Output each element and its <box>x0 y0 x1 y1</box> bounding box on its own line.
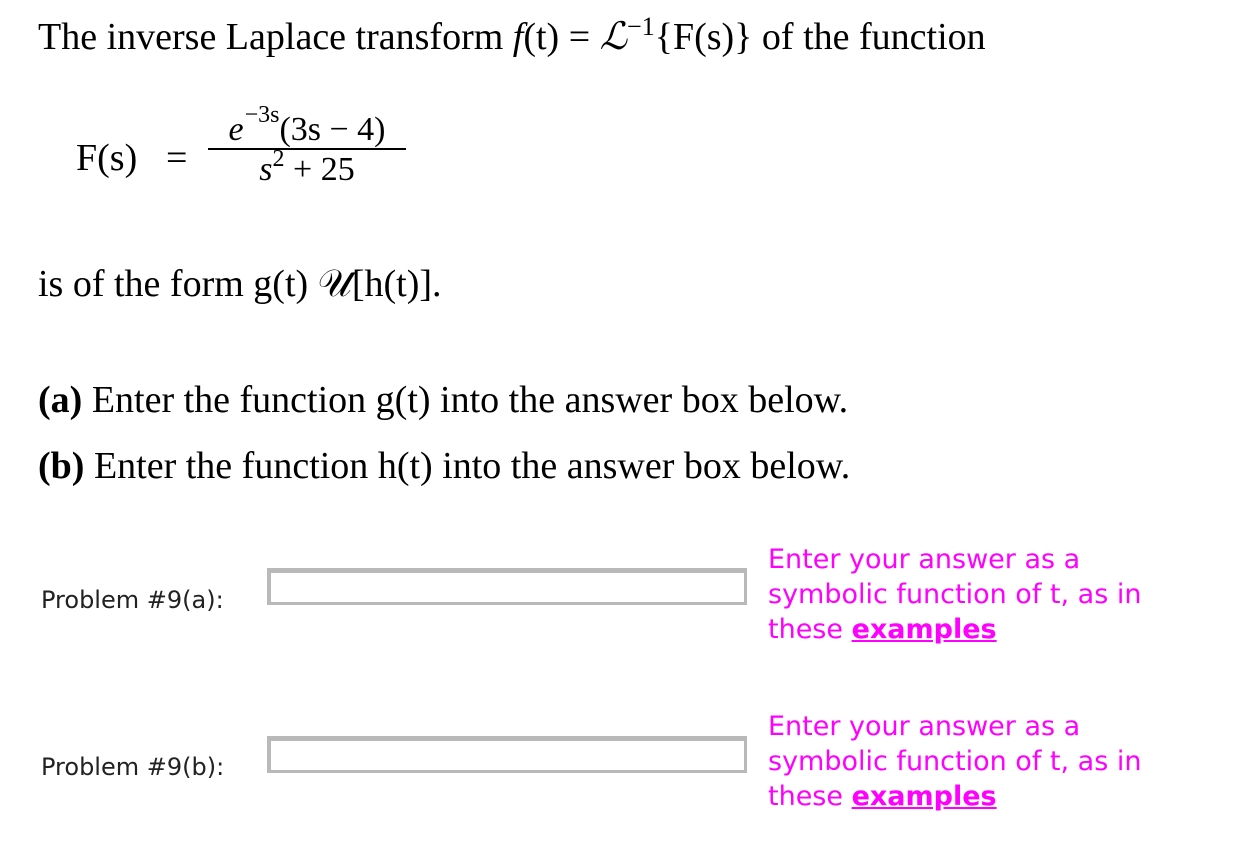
intro-equals: = <box>559 16 600 58</box>
laplace-exponent: −1 <box>627 12 655 41</box>
problem-9b-hint <box>768 709 1188 814</box>
part-a-label: (a) <box>38 379 83 421</box>
form-sentence <box>38 265 442 303</box>
problem-9a-hint-these: these <box>768 614 852 645</box>
intro-f: f <box>512 16 524 58</box>
part-a-text-after: into the answer box below. <box>430 379 849 421</box>
problem-9a-hint-line2: symbolic function of t, as in <box>768 579 1142 610</box>
numerator-exponent: −3s <box>244 102 280 128</box>
problem-9b-hint-these: these <box>768 781 852 812</box>
problem-9b-hint-line3 <box>768 779 1188 814</box>
laplace-symbol: ℒ <box>599 16 628 58</box>
fraction-denominator <box>206 146 408 193</box>
function-fraction <box>206 102 408 193</box>
problem-9a-hint-line1: Enter your answer as a <box>768 544 1081 575</box>
problem-9a-examples-link[interactable]: examples <box>851 614 997 645</box>
part-b-label: (b) <box>38 445 85 487</box>
numerator-rest: (3s − 4) <box>279 111 386 148</box>
intro-text-before: The inverse Laplace transform <box>38 16 513 58</box>
problem-9b-hint-line1: Enter your answer as a <box>768 711 1081 742</box>
part-b-text-before: Enter the function <box>84 445 378 487</box>
problem-9b-answer-input[interactable] <box>267 736 747 773</box>
denominator-exponent: 2 <box>272 146 285 172</box>
part-b-instruction <box>38 447 850 485</box>
form-expression: g(t) 𝒰[h(t)]. <box>253 263 442 305</box>
part-a-instruction <box>38 381 848 419</box>
problem-9a-answer-input[interactable] <box>267 568 747 605</box>
function-lhs: F(s) <box>76 137 138 179</box>
intro-t: (t) <box>523 16 560 58</box>
fraction-numerator <box>206 102 408 148</box>
problem-9a-hint <box>768 542 1188 647</box>
problem-9b-examples-link[interactable]: examples <box>851 781 997 812</box>
intro-text-after: of the function <box>752 16 986 58</box>
part-b-text-after: into the answer box below. <box>432 445 851 487</box>
problem-9a-hint-line3 <box>768 612 1188 647</box>
transform-argument: {F(s)} <box>654 16 753 58</box>
part-a-text-before: Enter the function <box>82 379 376 421</box>
problem-9a-label: Problem #9(a): <box>41 586 224 614</box>
intro-sentence <box>38 12 986 58</box>
numerator-e: e <box>228 111 244 148</box>
problem-9b-label: Problem #9(b): <box>41 753 225 781</box>
function-equals: = <box>166 137 188 179</box>
form-text: is of the form <box>38 263 254 305</box>
part-a-func: g(t) <box>375 379 431 421</box>
part-b-func: h(t) <box>377 445 433 487</box>
problem-9b-hint-line2: symbolic function of t, as in <box>768 746 1142 777</box>
denominator-s: s <box>259 151 273 188</box>
denominator-rest: + 25 <box>284 151 355 188</box>
